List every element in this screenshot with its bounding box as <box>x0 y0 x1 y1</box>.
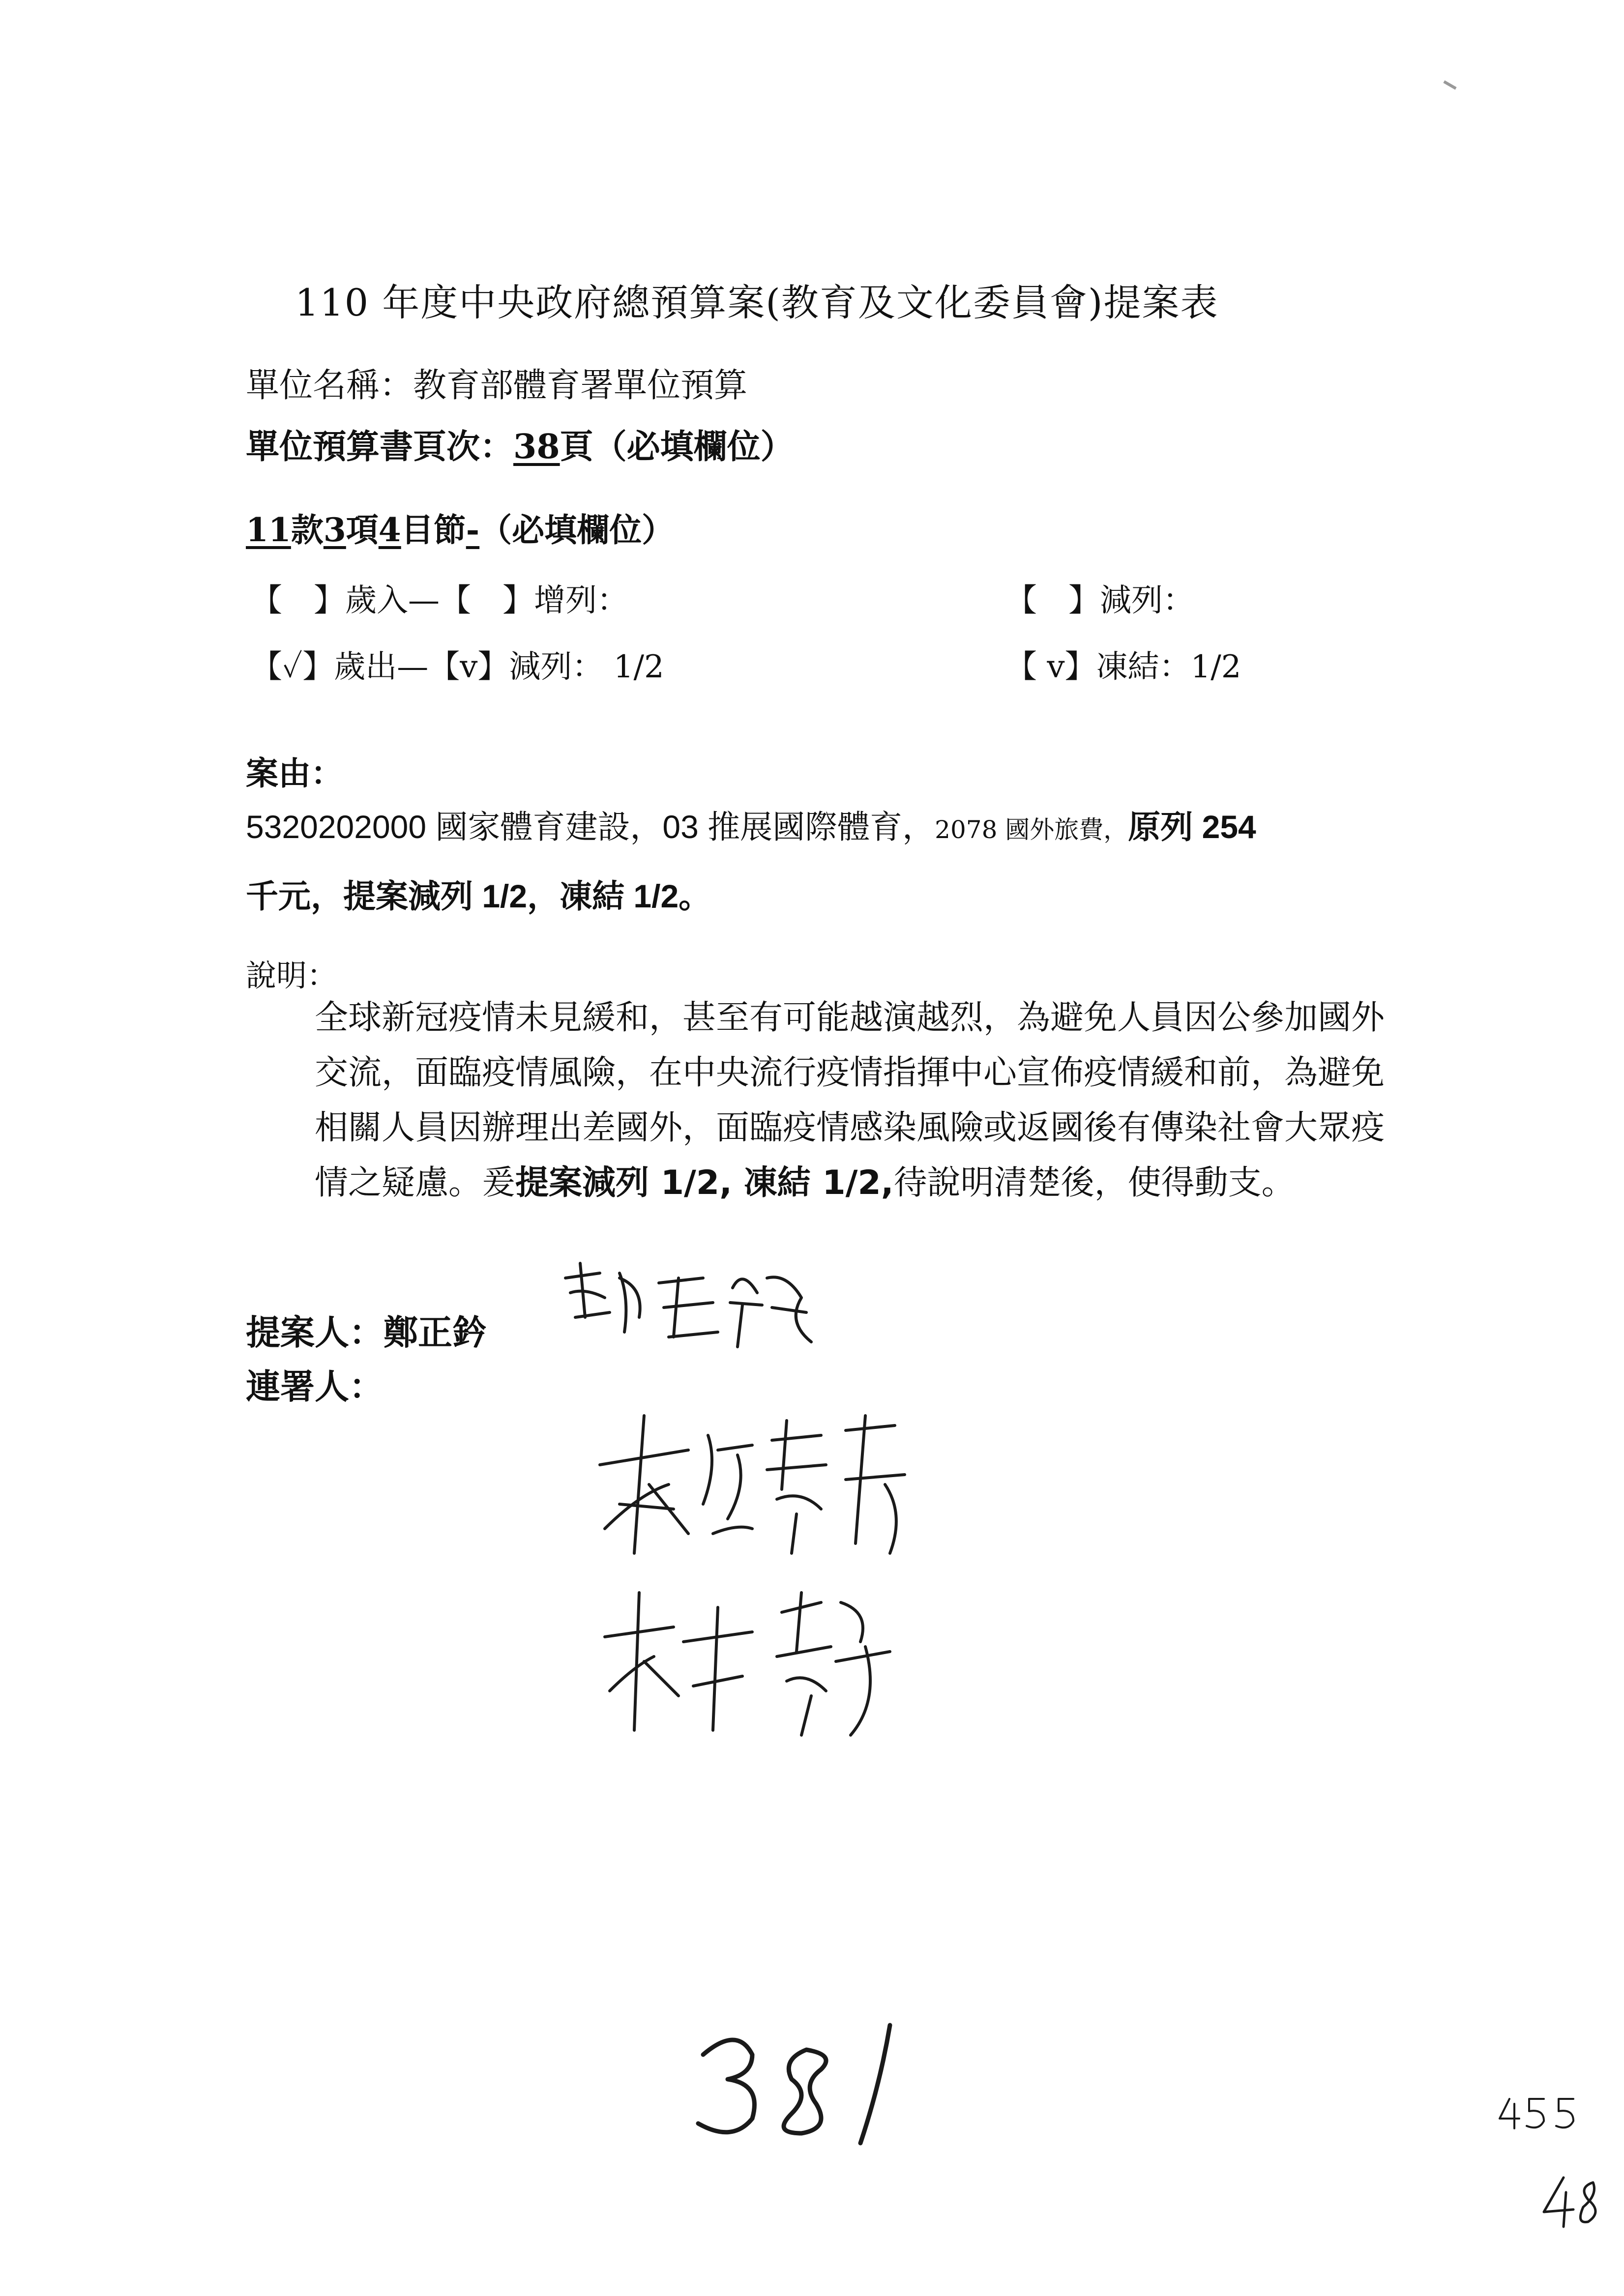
handwritten-page-number-image <box>688 2020 924 2148</box>
cosigner-signature-image-2 <box>595 1573 900 1740</box>
cosigner-label: 連署人： <box>246 1366 384 1407</box>
section-reference <box>246 504 674 551</box>
reason-text <box>246 794 1426 930</box>
corner-handwritten-number-bottom <box>1539 2173 1613 2232</box>
expense-option: 【✓】歲出—【v】減列： 1/2 <box>251 649 664 685</box>
proposer-label: 提案人： <box>246 1312 384 1353</box>
corner-handwritten-number-top <box>1495 2089 1578 2133</box>
budget-page-number: 38 <box>513 427 560 466</box>
expense-freeze-option: 【 v】凍結：1/2 <box>1005 649 1241 685</box>
scan-artifact <box>1443 80 1456 89</box>
section-mu: 4 <box>378 511 401 549</box>
income-cut-option: 【 】減列： <box>1005 582 1194 619</box>
reason-line1-c: 原列 254 <box>1128 809 1256 845</box>
unit-name-row <box>246 359 747 407</box>
explanation-label: 說明： <box>246 958 338 993</box>
budget-page-label: 單位預算書頁次： <box>246 427 514 466</box>
reason-line1-b: 2078 國外旅費， <box>935 815 1128 844</box>
explanation-tail: 待說明清楚後，使得動支。 <box>893 1163 1295 1202</box>
explanation-text <box>315 990 1396 1211</box>
section-kuan-label: 款 <box>291 511 324 549</box>
section-xiang-label: 項 <box>346 511 379 549</box>
explanation-bold: 提案減列 1/2, 凍結 1/2, <box>515 1163 894 1202</box>
proposer-signature-image <box>556 1258 831 1366</box>
section-note: （必填欄位） <box>479 511 675 549</box>
proposer-row <box>246 1305 487 1355</box>
reason-label: 案由： <box>246 754 343 792</box>
proposer-name: 鄭正鈐 <box>384 1312 487 1353</box>
income-option: 【 】歲入—【 】增列： <box>251 582 628 619</box>
budget-page-row <box>246 420 794 468</box>
section-xiang: 3 <box>323 511 346 549</box>
section-kuan: 11 <box>246 511 291 549</box>
cosigner-signature-image-1 <box>590 1406 934 1563</box>
unit-name-label: 單位名稱： <box>246 366 413 405</box>
document-title: 110 年度中央政府總預算案(教育及文化委員會)提案表 <box>295 281 1219 324</box>
unit-name-value: 教育部體育署單位預算 <box>413 366 748 405</box>
section-mu-label: 目節 <box>401 511 466 549</box>
section-jie: - <box>466 511 480 549</box>
reason-line2: 千元，提案減列 1/2，凍結 1/2。 <box>246 878 711 914</box>
explanation-body: 全球新冠疫情未見緩和，甚至有可能越演越烈，為避免人員因公參加國外交流，面臨疫情風險，在中央流行疫情指揮中心宣佈疫情緩和前，為避免相關人員因辦理出差國外，面臨疫情感染風險或返國後有傳染社會大眾疫情之疑慮。爰 <box>315 998 1385 1202</box>
reason-line1-a: 5320202000 國家體育建設，03 推展國際體育， <box>246 809 935 845</box>
budget-page-suffix: 頁（必填欄位） <box>560 427 794 466</box>
